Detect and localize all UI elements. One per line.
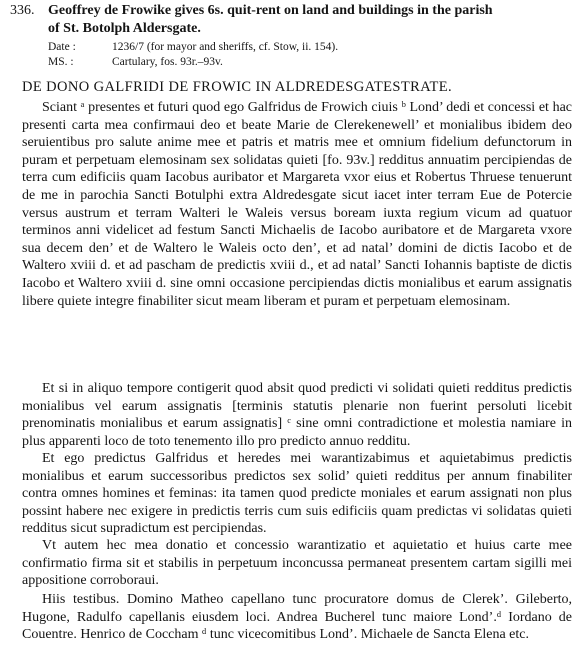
entry-title-line2: of St. Botolph Aldersgate. [48,21,201,36]
paragraph-grant: Sciant ᵃ presentes et futuri quod ego Galfridus de Frowich ciuis ᵇ Lond’ dedi et concessi et hac presenti carta mea confirmaui deo et beate Marie de Clerekenewell’ et monialibus ibidem deo seruientibus pro salute anime mee et patris et matris mee et omnium fidelium defunctorum in puram et perpetuam elemosinam sex solidatas quieti [fo. 93v.] redditus annuatim percipiendas de terra cum edificiis quam Iacobus auribator et Margareta vxor eius et Robertus Thruese tenuerunt de me in parochia Sancti Botulphi extra Aldredesgate sicut iacet inter terram Eue de Potercie versus austrum et terram Walteri le Waleis versus boream iuxta regium vicum ad quatuor terminos anni videlicet ad festum Sancti Michaelis de Iacobo auribatore et de Margareta vxore sua decem den’ et de Waltero le Waleis octo den’, et ad natal’ domini de dictis Iacobo et de Waltero xviii d. et ad pascham de predictis xviii d., et ad natal’ Sancti Iohannis baptiste de dictis Iacobo et Waltero xviii d. sine omni occasione percipiendas dictis monialibus et earum assignatis libere quiete integre finabiliter sicut meam liberam et puram et perpetuam elemosinam. [22,100,572,309]
date-value: 1236/7 (for mayor and sheriffs, cf. Stow, ii. 154). [112,41,339,53]
entry-number: 336. [10,3,35,18]
ms-line [48,55,223,70]
paragraph-distraint: Et si in aliquo tempore contigerit quod absit quod predicti vi solidati quieti redditus predictis monialibus vel earum assignatis [terminis statutis plenarie non fuerint persoluti licebit prenominatis monialibus et earum assignatis] ᶜ sine omni contradictione et molestia namiare in plus apparenti loco de toto tenemento illo pro predicto annuo redditu. [22,381,572,449]
date-line [48,40,338,55]
ms-label: MS. : [48,56,74,68]
date-label: Date : [48,41,76,53]
entry-title-line1: Geoffrey de Frowike gives 6s. quit-rent on land and buildings in the parish [48,3,493,18]
paragraph-witnesses: Hiis testibus. Domino Matheo capellano tunc procuratore domus de Clerek’. Gileberto, Hugone, Radulfo capellanis eiusdem loci. Andrea Bucherel tunc maiore Lond’.ᵈ Iordano de Couentre. Henrico de Coccham ᵈ tunc vicecomitibus Lond’. Michaele de Sancta Elena etc. [22,592,572,643]
paragraph-sealing: Vt autem hec mea donatio et concessio warantizatio et aquietatio et huius carte mee confirmatio firma sit et stabilis in perpetuum inconcussa permaneat presentem cartam sigilli mei appositione corroboraui. [22,538,572,589]
paragraph-warranty: Et ego predictus Galfridus et heredes mei warantizabimus et aquietabimus predictis monialibus et earum successoribus predictos sex solid’ quieti redditus per annum finabiliter contra omnes homines et feminas: ita tamen quod predicte moniales et earum assignati non plus possint habere nec exigere in predictis terris cum suis edificiis quam predictas vi solidatas quieti redditus sicut supradictum est percipiendas. [22,451,572,537]
ms-value: Cartulary, fos. 93r.–93v. [112,56,223,68]
entry-heading [10,2,570,38]
charter-rubric: DE DONO GALFRIDI DE FROWIC IN ALDREDESGATESTRATE. [22,79,453,95]
